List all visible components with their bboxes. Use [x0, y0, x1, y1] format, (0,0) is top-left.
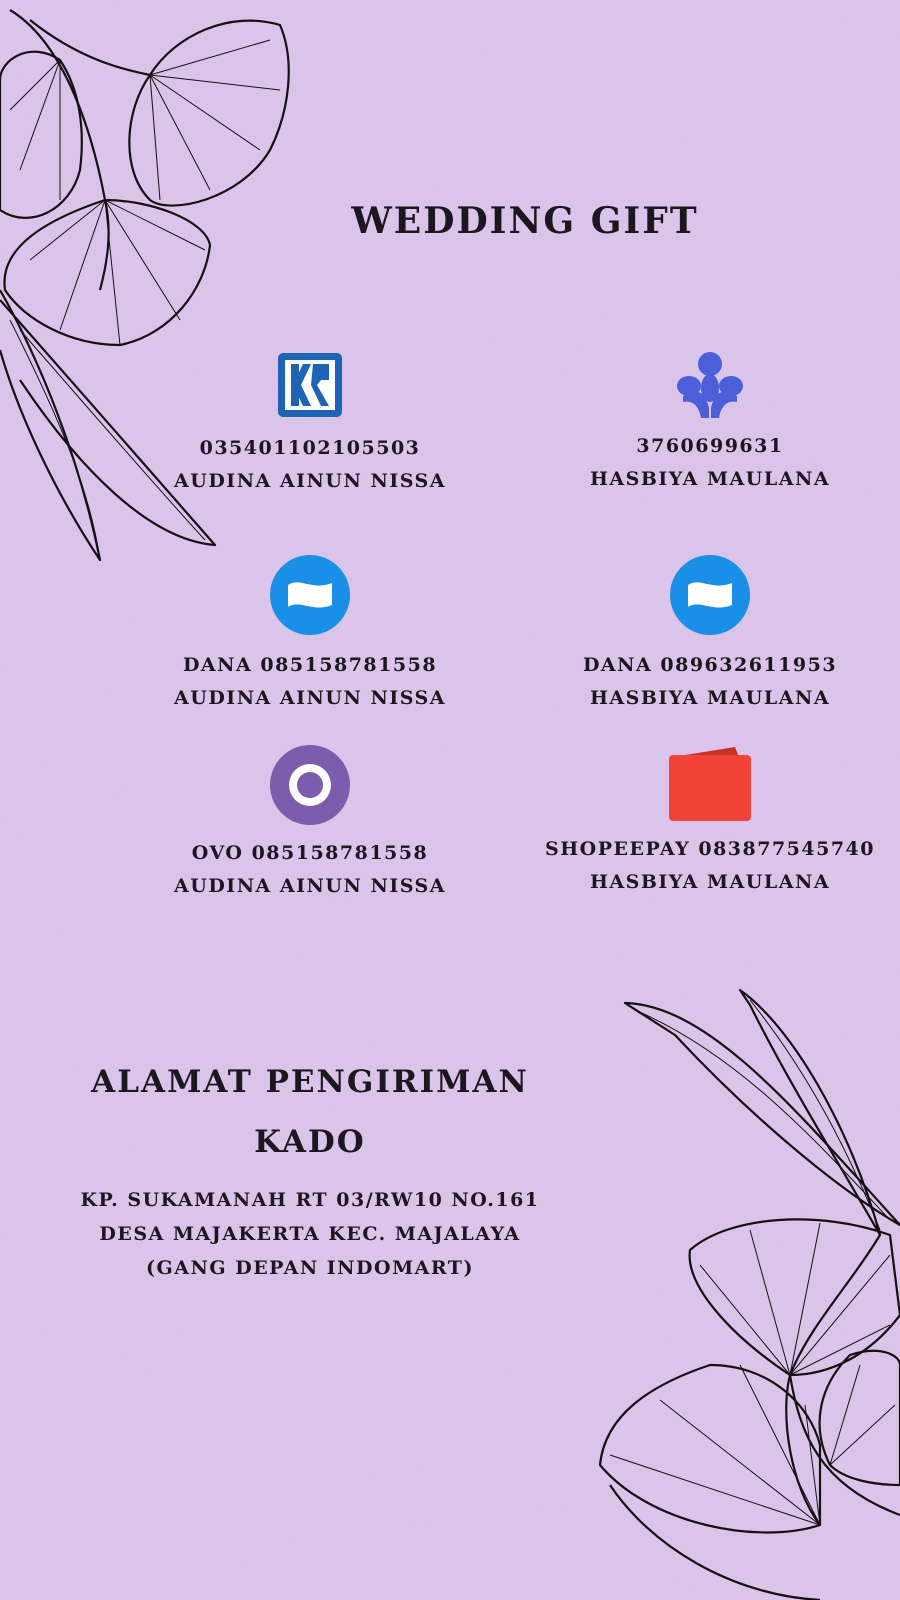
gift-account-holder: HASBIYA MAULANA [589, 871, 831, 893]
gift-account-number: 035401102105503 [199, 437, 421, 459]
bni-bank-logo-icon [675, 350, 745, 420]
gift-account-number: 3760699631 [636, 435, 784, 457]
shipping-address-title [60, 1052, 560, 1172]
ginkgo-leaves-bottom-right-decoration [590, 985, 900, 1600]
wallet-icon [669, 745, 751, 821]
address-line-3: (GANG DEPAN INDOMART) [146, 1257, 474, 1279]
wedding-gift-title: WEDDING GIFT [351, 200, 699, 242]
gift-account-holder: AUDINA AINUN NISSA [174, 470, 446, 492]
gift-item-bri [160, 350, 460, 498]
gift-account-holder: AUDINA AINUN NISSA [174, 875, 446, 897]
gift-item-ovo [160, 745, 460, 903]
gift-account-holder: HASBIYA MAULANA [589, 687, 831, 709]
gift-account-number: DANA 089632611953 [582, 654, 838, 676]
gift-account-holder: AUDINA AINUN NISSA [174, 687, 446, 709]
bri-bank-logo-icon [275, 350, 345, 420]
gift-account-holder: HASBIYA MAULANA [589, 468, 831, 490]
gift-item-dana-2 [560, 555, 860, 715]
ovo-logo-icon [270, 745, 350, 825]
gift-account-number: DANA 085158781558 [182, 654, 438, 676]
shipping-address-title-line2: KADO [254, 1124, 366, 1160]
gift-account-number: OVO 085158781558 [191, 842, 429, 864]
address-line-1: KP. SUKAMANAH RT 03/RW10 NO.161 [80, 1189, 540, 1211]
gift-item-shopeepay [530, 745, 890, 899]
dana-logo-icon [270, 555, 350, 635]
gift-account-number: SHOPEEPAY 083877545740 [545, 838, 875, 860]
dana-logo-icon [670, 555, 750, 635]
gift-item-dana-1 [160, 555, 460, 715]
gift-item-bni [560, 350, 860, 496]
address-line-2: DESA MAJAKERTA KEC. MAJALAYA [99, 1223, 521, 1245]
shipping-address-title-line1: ALAMAT PENGIRIMAN [91, 1064, 529, 1100]
